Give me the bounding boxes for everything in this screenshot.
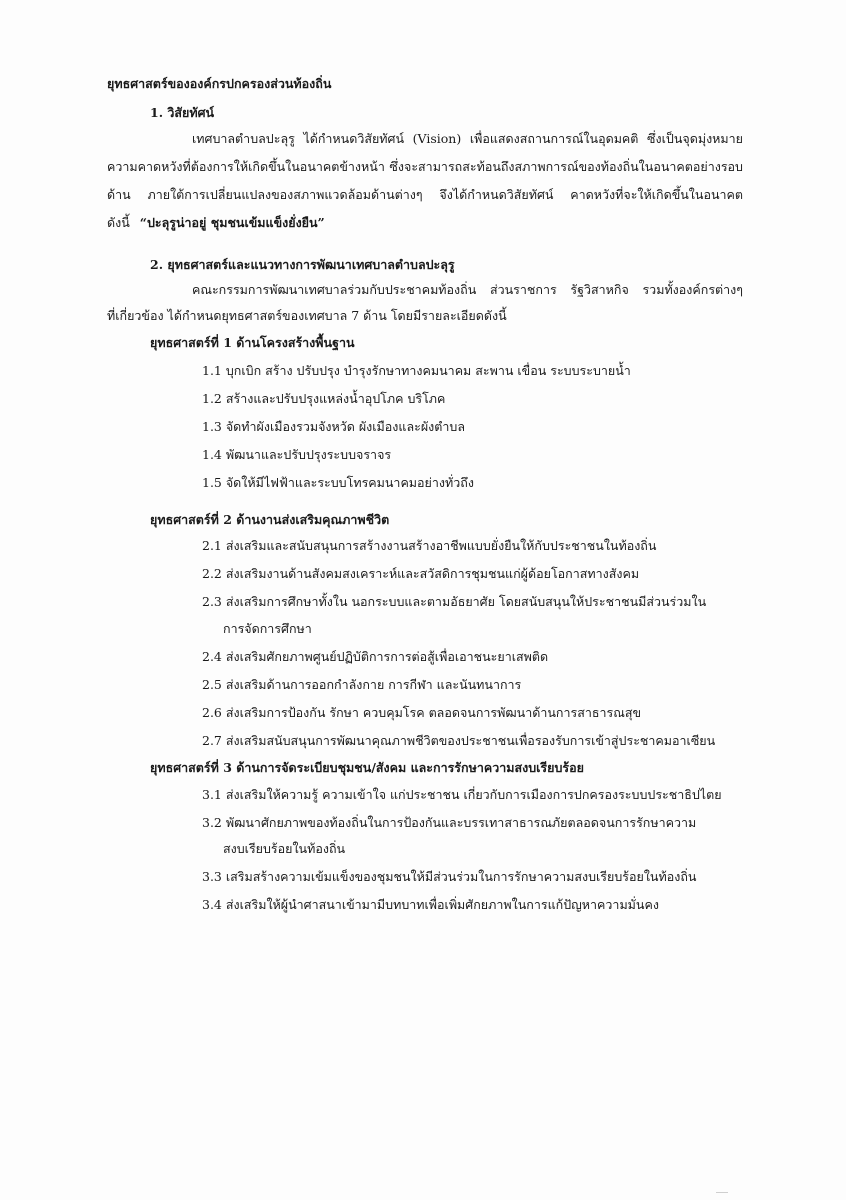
document-heading: ยุทธศาสตร์ขององค์กรปกครองส่วนท้องถิ่น: [107, 76, 332, 91]
section-strategy-title: 2. ยุทธศาสตร์และแนวทางการพัฒนาเทศบาลตำบลปะลุรู: [150, 257, 455, 272]
strategy-3-item: 3.1 ส่งเสริมให้ความรู้ ความเข้าใจ แก่ประชาชน เกี่ยวกับการเมืองการปกครองระบบประชาธิปไตย: [202, 787, 722, 802]
section-vision-title: 1. วิสัยทัศน์: [150, 105, 215, 120]
strategy-1-item: 1.3 จัดทำผังเมืองรวมจังหวัด ผังเมืองและผังตำบล: [202, 419, 465, 434]
strategy-1-item: 1.4 พัฒนาและปรับปรุงระบบจราจร: [202, 447, 392, 462]
vision-paragraph-line: เทศบาลตำบลปะลุรู ได้กำหนดวิสัยทัศน์ (Vision) เพื่อแสดงสถานการณ์ในอุดมคติ ซึ่งเป็นจุดมุ่งหมาย: [192, 131, 743, 146]
strategy-2-title: ยุทธศาสตร์ที่ 2 ด้านงานส่งเสริมคุณภาพชีวิต: [150, 512, 390, 527]
strategy-3-item: 3.2 พัฒนาศักยภาพของท้องถิ่นในการป้องกันและบรรเทาสาธารณภัยตลอดจนการรักษาความ: [202, 815, 697, 830]
strategy-3-item: 3.4 ส่งเสริมให้ผู้นำศาสนาเข้ามามีบทบาทเพื่อเพิ่มศักยภาพในการแก้ปัญหาความมั่นคง: [202, 897, 659, 912]
vision-paragraph-line: ด้าน ภายใต้การเปลี่ยนแปลงของสภาพแวดล้อมด้านต่างๆ จึงได้กำหนดวิสัยทัศน์ คาดหวังที่จะให้เกิดขึ้นในอนาคต: [107, 187, 743, 202]
vision-prefix: ดังนี้: [107, 215, 130, 230]
strategy-2-item: 2.2 ส่งเสริมงานด้านสังคมสงเคราะห์และสวัสดิการชุมชนแก่ผู้ด้อยโอกาสทางสังคม: [202, 566, 640, 581]
vision-statement-line: [107, 215, 325, 231]
vision-paragraph-line: ความคาดหวังที่ต้องการให้เกิดขึ้นในอนาคตข้างหน้า ซึ่งจะสามารถสะท้อนถึงสภาพการณ์ของท้องถิ่นในอนาคตอย่างรอบ: [107, 159, 743, 174]
strategy-1-title: ยุทธศาสตร์ที่ 1 ด้านโครงสร้างพื้นฐาน: [150, 335, 355, 350]
strategy-1-item: 1.5 จัดให้มีไฟฟ้าและระบบโทรคมนาคมอย่างทั่วถึง: [202, 475, 474, 490]
strategy-paragraph-line: คณะกรรมการพัฒนาเทศบาลร่วมกับประชาคมท้องถิ่น ส่วนราชการ รัฐวิสาหกิจ รวมทั้งองค์กรต่างๆ: [192, 282, 743, 297]
strategy-3-item: 3.3 เสริมสร้างความเข้มแข็งของชุมชนให้มีส่วนร่วมในการรักษาความสงบเรียบร้อยในท้องถิ่น: [202, 869, 697, 884]
strategy-2-item: 2.4 ส่งเสริมศักยภาพศูนย์ปฏิบัติการการต่อสู้เพื่อเอาชนะยาเสพติด: [202, 649, 549, 664]
strategy-2-item-continuation: การจัดการศึกษา: [223, 621, 312, 636]
scan-edge-mark: [716, 1192, 728, 1198]
strategy-3-title: ยุทธศาสตร์ที่ 3 ด้านการจัดระเบียบชุมชน/สังคม และการรักษาความสงบเรียบร้อย: [150, 760, 584, 775]
strategy-2-item: 2.3 ส่งเสริมการศึกษาทั้งใน นอกระบบและตามอัธยาศัย โดยสนับสนุนให้ประชาชนมีส่วนร่วมใน: [202, 594, 707, 609]
strategy-1-item: 1.1 บุกเบิก สร้าง ปรับปรุง บำรุงรักษาทางคมนาคม สะพาน เขื่อน ระบบระบายน้ำ: [202, 363, 631, 378]
vision-statement: “ปะลุรูน่าอยู่ ชุมชนเข้มแข็งยั่งยืน”: [139, 215, 325, 230]
strategy-2-item: 2.7 ส่งเสริมสนับสนุนการพัฒนาคุณภาพชีวิตของประชาชนเพื่อรองรับการเข้าสู่ประชาคมอาเซียน: [202, 733, 716, 748]
strategy-2-item: 2.1 ส่งเสริมและสนับสนุนการสร้างงานสร้างอาชีพแบบยั่งยืนให้กับประชาชนในท้องถิ่น: [202, 538, 657, 553]
strategy-1-item: 1.2 สร้างและปรับปรุงแหล่งน้ำอุปโภค บริโภค: [202, 391, 446, 406]
strategy-paragraph-line: ที่เกี่ยวข้อง ได้กำหนดยุทธศาสตร์ของเทศบาล 7 ด้าน โดยมีรายละเอียดดังนี้: [107, 308, 507, 323]
strategy-3-item-continuation: สงบเรียบร้อยในท้องถิ่น: [223, 841, 346, 856]
strategy-2-item: 2.6 ส่งเสริมการป้องกัน รักษา ควบคุมโรค ตลอดจนการพัฒนาด้านการสาธารณสุข: [202, 705, 642, 720]
strategy-2-item: 2.5 ส่งเสริมด้านการออกกำลังกาย การกีฬา และนันทนาการ: [202, 677, 522, 692]
